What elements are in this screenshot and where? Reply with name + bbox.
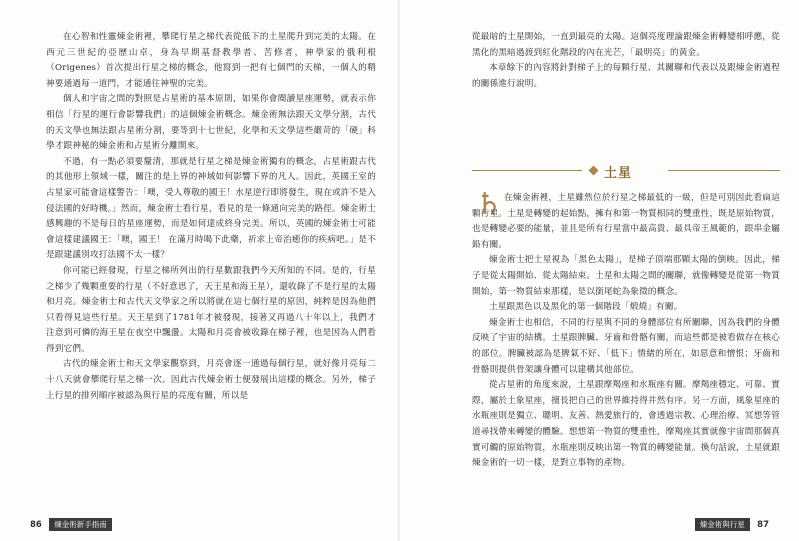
left-running-title: 煉金術新手指南 bbox=[49, 518, 112, 531]
left-paragraph-2: 個人和宇宙之間的對照是占星術的基本原則，如果你會閱讀星座運勢，就表示你相信「行星的運行會影響我們」的這個煉金術概念。煉金術無法跟天文學分割，古代的天文學也無法跟占星術分割，要等到十七世紀，化學和天文學這些嚴苛的「硬」科學才跟神秘的煉金術和占星術分離開來。 bbox=[46, 94, 376, 152]
left-paragraph-5: 古代的煉金術士和天文學家觀察到，月亮會逐一通過每個行星，就好像月亮每二十八天就會攀爬行星之梯一次。因此古代煉金術士便發展出這樣的概念。另外，梯子上行星的排列順序被認為與行星的亮度有關，所以是 bbox=[46, 359, 376, 401]
diamond-icon bbox=[589, 166, 599, 176]
right-body-paragraph-4: 煉金術士也相信，不同的行星與不同的身體部位有所關聯，因為我們的身體反映了宇宙的結構。土星跟脾臟、牙齒和骨骼有關，而這些都是被看做存在核心的部位。脾臟被認為是脾氣不好、「低下」情緒的所在，如惡意和憎恨；牙齒和骨骼則提供骨架讓身體可以建構其他部位。 bbox=[472, 317, 780, 375]
right-body-paragraph-1: 在煉金術裡，土星雖然位於行星之梯最低的一級，但是可別因此看扁這顆行星。土星是轉變的起始點，擁有和第一物質相同的雙重性，既是原始物質，也是轉變必要的能量，並且是所有行星當中最高貴、最具帝王風範的，跟串金屬鉛有關。 bbox=[472, 193, 780, 250]
heading-rule-right bbox=[668, 170, 780, 171]
left-footer bbox=[30, 518, 117, 531]
right-page-intro bbox=[472, 30, 780, 92]
right-body-paragraph-5: 從占星術的角度來說，土星跟摩羯座和水瓶座有關。摩羯座穩定、可靠、實際，屬於土象星座，擅長把自己的世界維持得井然有序。另一方面，風象星座的水瓶座則是獨立、聰明、友善、熱愛旅行的，會透過宗教、心理治療、冥想等管道尋找帶來轉變的體驗。想想第一物質的雙重性，摩羯座其實就像宇宙間那個真實可觸的原始物質，水瓶座則反映出第一物質的轉變能量。換句話說，土星就跟煉金術的一切一樣，是對立事物的產物。 bbox=[472, 380, 780, 469]
left-page bbox=[46, 30, 376, 404]
right-running-title: 煉金術與行星 bbox=[695, 518, 750, 531]
heading-rule-left bbox=[472, 170, 582, 171]
section-heading bbox=[472, 162, 780, 180]
right-body-paragraph-3: 土星跟黑色以及黑化的第一個階段「煅燒」有關。 bbox=[489, 302, 683, 313]
right-intro-paragraph-1: 從最暗的土星開始，一直到最亮的太陽。這個亮度理論跟煉金術轉變相呼應，從黑化的黑暗過渡到紅化階段的內在光芒，「最明亮」的黃金。 bbox=[472, 32, 780, 58]
right-body-paragraph-2: 煉金術士把土星視為「黑色太陽」，是梯子頂端那顆太陽的倒映。因此，梯子是從太陽開始、從太陽結束。土星和太陽之間的關聯，就像轉變是從第一物質開始，第一物質結束那樣，是以銜尾蛇為象徵的概念。 bbox=[472, 255, 780, 297]
left-paragraph-3: 不過，有一點必須要釐清，那就是行星之梯是煉金術獨有的概念，占星術跟古代的其他形上領域一樣，關注的是上界的神域如何影響下界的凡人。因此，英國王室的占星家可能會這樣警告：「噢，受人尊敬的國王！水星逆行即將發生，現在或許不是入侵法國的好時機。」然而，煉金術士看行星，看見的是一條通向完美的路徑。煉金術士感興趣的不是每日的星座運勢，而是如何達成終身完美。所以，英國的煉金術士可能會這樣建議國王：「噢，國王！ 在滿月時喝下此藥，祈求上帝治癒你的疾病吧。」是不是跟建議別攻打法國不太一樣？ bbox=[46, 156, 376, 261]
right-intro-paragraph-2: 本章餘下的內容將針對梯子上的每顆行星、其關聯和代表以及跟煉金術過程的關係進行說明。 bbox=[472, 63, 780, 89]
section-title: 土星 bbox=[604, 166, 633, 181]
left-page-number: 86 bbox=[30, 520, 42, 530]
right-footer bbox=[690, 518, 769, 531]
left-paragraph-4: 你可能已經發現，行星之梯所列出的行星數跟我們今天所知的不同。是的，行星之梯少了幾顆重要的行星（不好意思了，天王星和海王星），還收錄了不是行星的太陽和月亮。煉金術士和古代天文學家之所以將就在這七個行星的原因，純粹是因為他們只看得見這些行星。天王星到了1781年才被發現，接著又再過八十年以上，我們才注意到可憐的海王星在夜空中飄盪。太陽和月亮會被收錄在梯子裡，也是因為人們看得到它們。 bbox=[46, 265, 376, 354]
right-page-number: 87 bbox=[757, 520, 769, 530]
saturn-icon: ♄ bbox=[475, 187, 503, 222]
book-gutter bbox=[398, 0, 400, 541]
right-page-body bbox=[472, 191, 780, 472]
left-paragraph-1: 在心智和性靈煉金術裡，攀爬行星之梯代表從低下的土星爬升到完美的太陽。在西元三世紀的亞歷山卓，身為早期基督教學者、苦修者，神學家的俄利根（Origenes）首次提出行星之梯的概念，他寫到一把有七個門的天梯，一個人的精神要通過每一道門，才能通往神聖的完美。 bbox=[46, 32, 376, 89]
